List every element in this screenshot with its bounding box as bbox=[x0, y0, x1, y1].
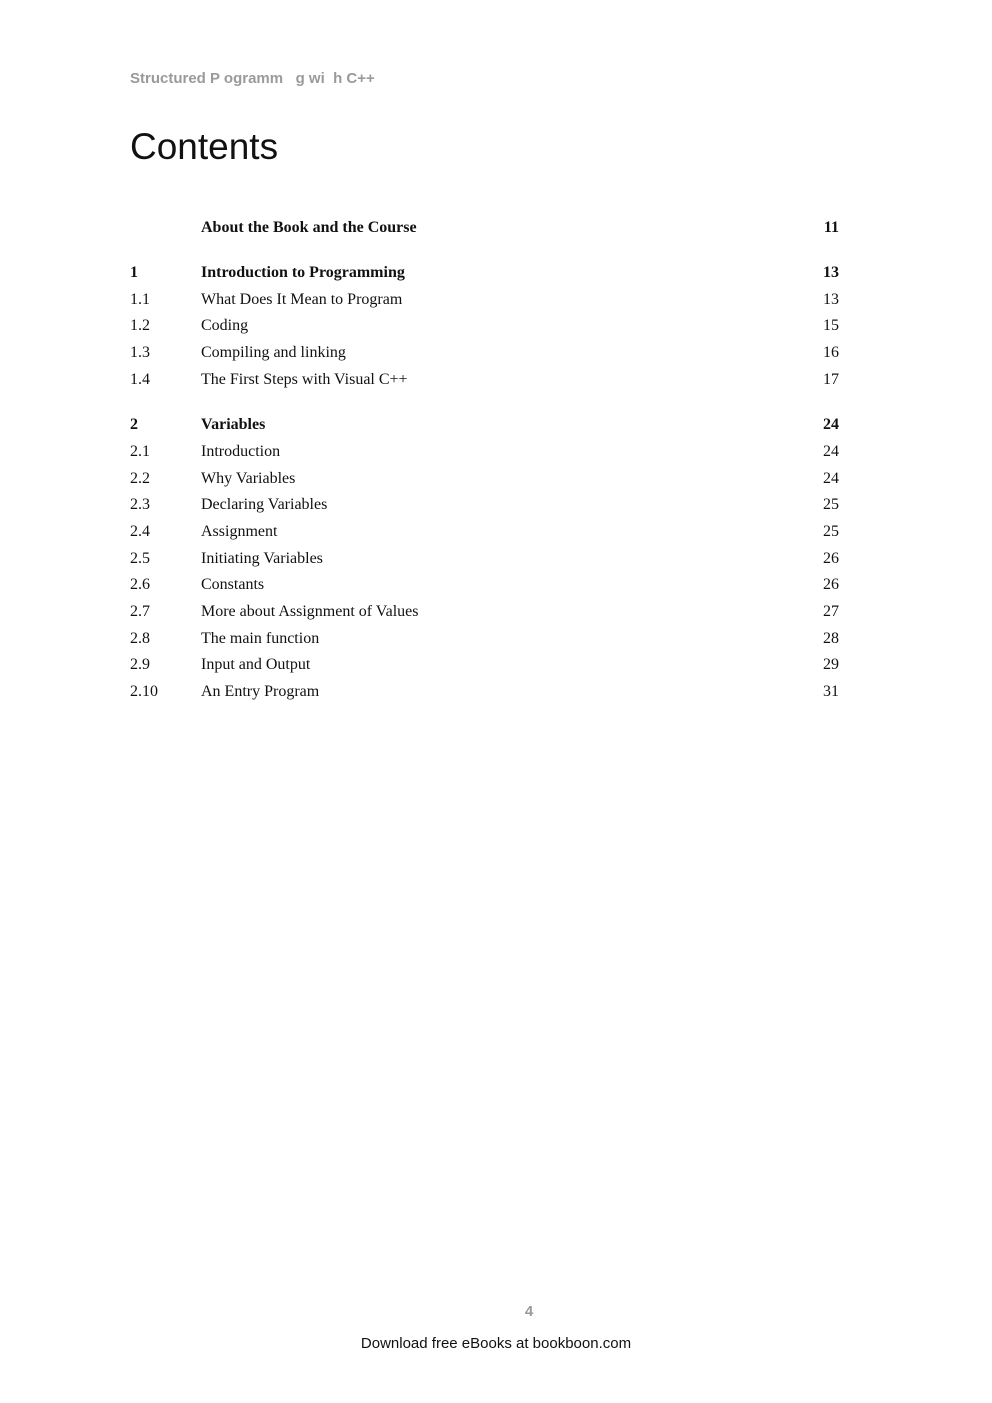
toc-entry-2-5[interactable] bbox=[130, 547, 839, 571]
toc-chapter-2[interactable] bbox=[130, 413, 839, 437]
toc-entry-2-3[interactable] bbox=[130, 493, 839, 517]
toc-entry-2-7[interactable] bbox=[130, 600, 839, 624]
toc-entry-title: About the Book and the Course bbox=[201, 219, 417, 236]
page-number: 4 bbox=[524, 1303, 534, 1320]
toc-entry-title: Variables bbox=[201, 416, 266, 433]
toc-entry-1-4[interactable] bbox=[130, 368, 839, 392]
toc-entry-2-1[interactable] bbox=[130, 440, 839, 464]
toc-entry-number: 2 bbox=[130, 416, 138, 433]
toc-entry-title: The First Steps with Visual C++ bbox=[201, 371, 408, 388]
toc-entry-number: 2.10 bbox=[130, 683, 158, 700]
toc-entry-number: 1.4 bbox=[130, 371, 150, 388]
toc-entry-number: 2.8 bbox=[130, 630, 150, 647]
toc-entry-2-6[interactable] bbox=[130, 573, 839, 597]
toc-entry-number: 1.3 bbox=[130, 344, 150, 361]
toc-entry-title: Why Variables bbox=[201, 470, 296, 487]
toc-entry-page: 25 bbox=[823, 496, 839, 513]
page-title: Contents bbox=[130, 126, 279, 167]
toc-entry-number: 2.3 bbox=[130, 496, 150, 513]
toc-entry-number: 1.1 bbox=[130, 291, 150, 308]
footer-download-link[interactable]: Download free eBooks at bookboon.com bbox=[360, 1335, 632, 1352]
toc-entry-title: More about Assignment of Values bbox=[201, 603, 419, 620]
toc-entry-page: 26 bbox=[823, 550, 839, 567]
toc-entry-number: 2.1 bbox=[130, 443, 150, 460]
toc-entry-2-4[interactable] bbox=[130, 520, 839, 544]
toc-entry-page: 15 bbox=[823, 317, 839, 334]
toc-entry-number: 1.2 bbox=[130, 317, 150, 334]
toc-entry-title: What Does It Mean to Program bbox=[201, 291, 403, 308]
toc-entry-page: 24 bbox=[823, 470, 839, 487]
toc-entry-page: 25 bbox=[823, 523, 839, 540]
toc-entry-2-10[interactable] bbox=[130, 680, 839, 704]
toc-entry-title: Assignment bbox=[201, 523, 278, 540]
toc-entry-title: Coding bbox=[201, 317, 249, 334]
toc-entry-number: 2.9 bbox=[130, 656, 150, 673]
toc-entry-page: 13 bbox=[823, 264, 839, 281]
toc-entry-title: Constants bbox=[201, 576, 265, 593]
toc-entry-number: 2.6 bbox=[130, 576, 150, 593]
toc-entry-1-2[interactable] bbox=[130, 314, 839, 338]
toc-chapter-1[interactable] bbox=[130, 261, 839, 285]
toc-entry-number: 2.2 bbox=[130, 470, 150, 487]
toc-entry-number: 2.5 bbox=[130, 550, 150, 567]
toc-entry-page: 31 bbox=[823, 683, 839, 700]
toc-entry-page: 24 bbox=[823, 416, 839, 433]
running-header: Structured P ogramm g wi h C++ bbox=[130, 70, 375, 87]
toc-entry-title: Input and Output bbox=[201, 656, 311, 673]
toc-entry-title: Compiling and linking bbox=[201, 344, 346, 361]
toc-entry-title: Introduction bbox=[201, 443, 281, 460]
toc-entry-1-1[interactable] bbox=[130, 288, 839, 312]
toc-entry-title: An Entry Program bbox=[201, 683, 320, 700]
toc-entry-number: 1 bbox=[130, 264, 138, 281]
toc-entry-page: 27 bbox=[823, 603, 839, 620]
table-of-contents bbox=[130, 0, 839, 1403]
toc-entry-number: 2.4 bbox=[130, 523, 150, 540]
toc-entry-page: 16 bbox=[823, 344, 839, 361]
toc-entry-2-8[interactable] bbox=[130, 627, 839, 651]
toc-entry-1-3[interactable] bbox=[130, 341, 839, 365]
toc-entry-number: 2.7 bbox=[130, 603, 150, 620]
toc-entry-2-2[interactable] bbox=[130, 467, 839, 491]
toc-entry-page: 26 bbox=[823, 576, 839, 593]
toc-entry-page: 17 bbox=[823, 371, 839, 388]
toc-entry-page: 29 bbox=[823, 656, 839, 673]
toc-entry-about[interactable] bbox=[130, 216, 839, 240]
toc-entry-2-9[interactable] bbox=[130, 653, 839, 677]
toc-entry-page: 11 bbox=[823, 219, 839, 236]
toc-entry-page: 13 bbox=[823, 291, 839, 308]
toc-entry-title: Declaring Variables bbox=[201, 496, 328, 513]
toc-entry-title: Introduction to Programming bbox=[201, 264, 405, 281]
toc-entry-page: 24 bbox=[823, 443, 839, 460]
toc-entry-title: The main function bbox=[201, 630, 320, 647]
toc-entry-page: 28 bbox=[823, 630, 839, 647]
toc-entry-title: Initiating Variables bbox=[201, 550, 323, 567]
